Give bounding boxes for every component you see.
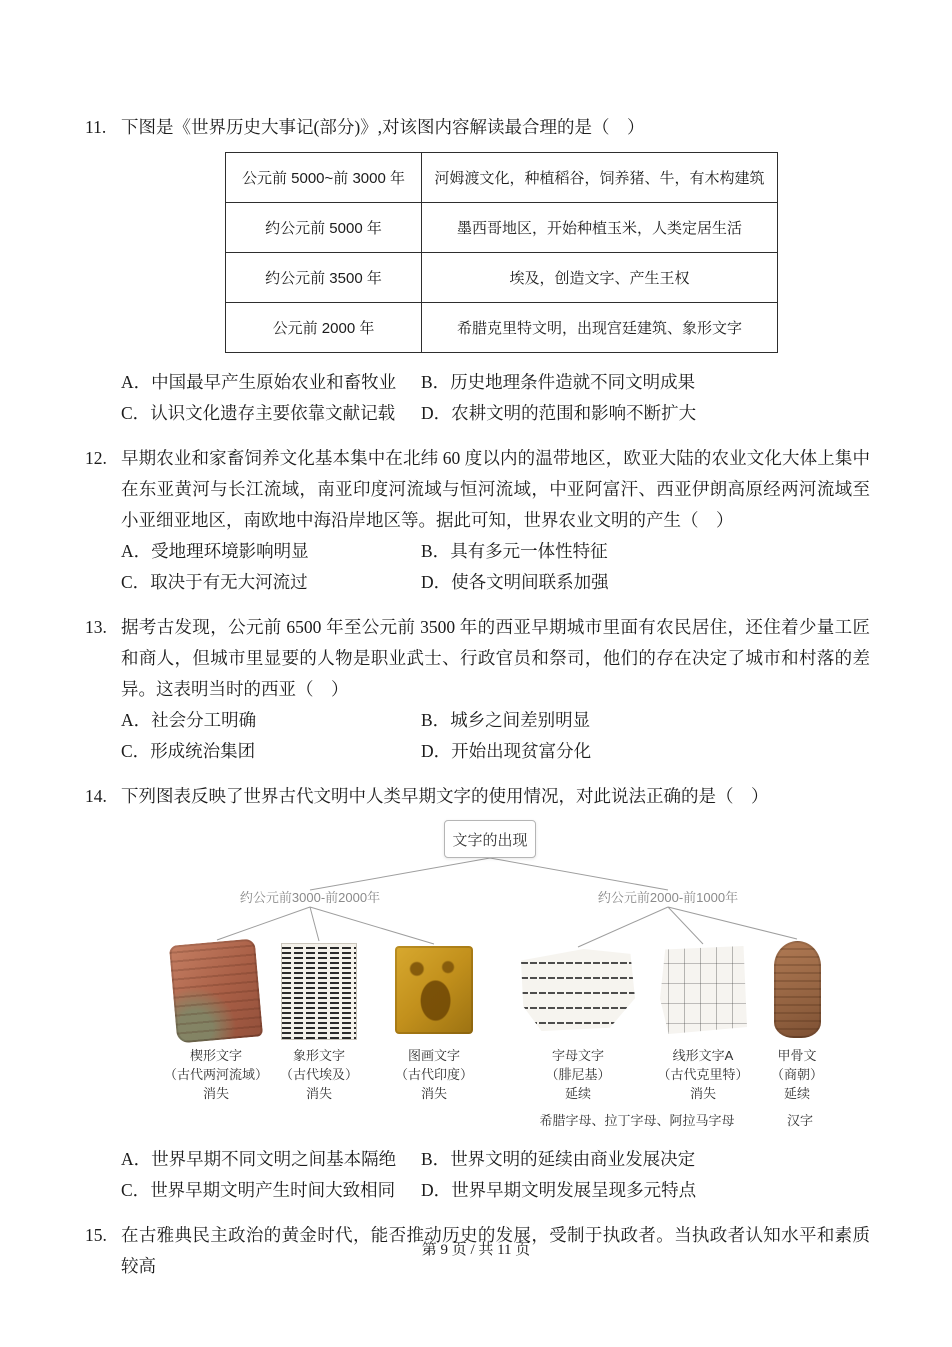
question-11-stem-row — [85, 112, 870, 143]
time-cell: 公元前 2000 年 — [226, 303, 422, 353]
alphabet-descendants-note: 希腊字母、拉丁字母、阿拉马字母 — [539, 1113, 735, 1128]
option-label: A． — [121, 541, 152, 561]
script-name: 楔形文字 — [189, 1048, 242, 1063]
option-label: D． — [421, 1180, 452, 1200]
question-14-number: 14. — [85, 786, 107, 806]
question-12-options — [121, 536, 870, 598]
question-13-stem: 据考古发现，公元前 6500 年至公元前 3500 年的西亚早期城市里面有农民居住，还住着少量工匠和商人，但城市里显要的人物是职业武士、行政官员和祭司，他们的存在决定了城市和村落的差异。这表明当时的西亚（ ） — [121, 617, 870, 699]
script-name: 线形文字A — [672, 1048, 734, 1063]
option-text: 认识文化遗存主要依靠文献记载 — [150, 403, 396, 423]
oracle-bone-image — [774, 941, 821, 1038]
option-14-C — [121, 1175, 421, 1206]
question-13-number: 13. — [85, 617, 107, 637]
option-label: D． — [421, 741, 452, 761]
question-11-options — [121, 367, 870, 429]
option-text: 形成统治集团 — [150, 741, 256, 761]
options-row — [121, 567, 870, 598]
options-row — [121, 705, 870, 736]
option-11-C — [121, 398, 421, 429]
time-cell: 约公元前 3500 年 — [226, 253, 422, 303]
script-name: 字母文字 — [551, 1048, 604, 1063]
option-label: C． — [121, 572, 151, 592]
option-14-B — [421, 1144, 695, 1175]
page-footer: 第 9 页 / 共 11 页 — [421, 1242, 531, 1258]
option-11-D — [421, 398, 696, 429]
table-row — [226, 253, 778, 303]
option-text: 城乡之间差别明显 — [450, 710, 591, 730]
option-label: B． — [421, 541, 451, 561]
question-14-diagram — [85, 816, 870, 1136]
option-label: D． — [421, 572, 452, 592]
question-14-options — [121, 1144, 870, 1206]
script-label-pictographs — [359, 1046, 509, 1103]
script-fate: 消失 — [305, 1086, 332, 1101]
option-text: 农耕文明的范围和影响不断扩大 — [451, 403, 697, 423]
time-cell: 公元前 5000~前 3000 年 — [226, 153, 422, 203]
question-12-stem-row — [85, 443, 870, 536]
script-origin: （古代克里特） — [657, 1067, 749, 1082]
option-text: 世界早期不同文明之间基本隔绝 — [151, 1149, 397, 1169]
option-text: 具有多元一体性特征 — [450, 541, 608, 561]
egyptian-hieroglyphs-image — [281, 943, 357, 1040]
event-cell: 墨西哥地区，开始种植玉米，人类定居生活 — [422, 203, 778, 253]
option-text: 受地理环境影响明显 — [151, 541, 309, 561]
option-13-A — [121, 705, 421, 736]
option-label: A． — [121, 1149, 152, 1169]
option-13-C — [121, 736, 421, 767]
option-text: 世界早期文明产生时间大致相同 — [150, 1180, 396, 1200]
option-12-A — [121, 536, 421, 567]
option-label: C． — [121, 403, 151, 423]
question-15-number: 15. — [85, 1225, 107, 1245]
option-label: C． — [121, 741, 151, 761]
script-label-oracle-bone — [722, 1046, 872, 1103]
script-name: 象形文字 — [292, 1048, 345, 1063]
question-14-stem-row — [85, 781, 870, 812]
question-11-events-table — [225, 152, 778, 353]
option-text: 中国最早产生原始农业和畜牧业 — [151, 372, 397, 392]
option-label: B． — [421, 1149, 451, 1169]
question-15-stem: 在古雅典民主政治的黄金时代，能否推动历史的发展，受制于执政者。当执政者认知水平和素质较高 — [121, 1225, 870, 1276]
question-12-stem: 早期农业和家畜饲养文化基本集中在北纬 60 度以内的温带地区，欧亚大陆的农业文化大体上集中在东亚黄河与长江流域，南亚印度河流域与恒河流域，中亚阿富汗、西亚伊朗高原经两河流域至小亚细亚地区，南欧地中海沿岸地区等。据此可知，世界农业文明的产生（ ） — [121, 448, 870, 530]
option-label: B． — [421, 372, 451, 392]
option-label: B． — [421, 710, 451, 730]
script-fate: 延续 — [564, 1086, 591, 1101]
event-cell: 埃及，创造文字、产生王权 — [422, 253, 778, 303]
options-row — [121, 367, 870, 398]
script-origin: （古代埃及） — [279, 1067, 358, 1082]
option-11-A — [121, 367, 421, 398]
options-row — [121, 736, 870, 767]
script-origin: （古代印度） — [394, 1067, 473, 1082]
indus-pictograph-seal-image — [395, 946, 473, 1034]
option-text: 世界早期文明发展呈现多元特点 — [451, 1180, 697, 1200]
option-13-B — [421, 705, 590, 736]
options-row — [121, 536, 870, 567]
question-11-number: 11. — [85, 117, 107, 137]
question-11 — [85, 112, 870, 429]
cuneiform-tablet-image — [169, 938, 263, 1043]
script-fate: 延续 — [783, 1086, 810, 1101]
table-row — [226, 153, 778, 203]
question-13-options — [121, 705, 870, 767]
option-label: A． — [121, 710, 152, 730]
diagram-period-right: 约公元前2000-前1000年 — [597, 890, 739, 905]
script-fate: 消失 — [420, 1086, 447, 1101]
script-name: 图画文字 — [407, 1048, 460, 1063]
option-text: 历史地理条件造就不同文明成果 — [450, 372, 696, 392]
event-cell: 河姆渡文化，种植稻谷，饲养猪、牛，有木构建筑 — [422, 153, 778, 203]
linear-a-tablet-image — [660, 946, 747, 1034]
diagram-root-node: 文字的出现 — [444, 820, 536, 858]
option-text: 使各文明间联系加强 — [451, 572, 609, 592]
script-fate: 消失 — [202, 1086, 229, 1101]
time-cell: 约公元前 5000 年 — [226, 203, 422, 253]
option-11-B — [421, 367, 695, 398]
event-cell: 希腊克里特文明，出现宫廷建筑、象形文字 — [422, 303, 778, 353]
options-row — [121, 398, 870, 429]
question-13-stem-row — [85, 612, 870, 705]
options-row — [121, 1175, 870, 1206]
question-13 — [85, 612, 870, 767]
script-name: 甲骨文 — [777, 1048, 817, 1063]
options-row — [121, 1144, 870, 1175]
option-12-D — [421, 567, 609, 598]
option-13-D — [421, 736, 591, 767]
script-origin: （古代两河流域） — [163, 1067, 268, 1082]
script-fate: 消失 — [689, 1086, 716, 1101]
question-11-stem: 下图是《世界历史大事记(部分)》,对该图内容解读最合理的是（ ） — [121, 117, 645, 137]
diagram-period-left: 约公元前3000-前2000年 — [239, 890, 381, 905]
option-label: A． — [121, 372, 152, 392]
script-origin: （商朝） — [770, 1067, 823, 1082]
option-text: 开始出现贫富分化 — [451, 741, 592, 761]
question-14-stem: 下列图表反映了世界古代文明中人类早期文字的使用情况，对此说法正确的是（ ） — [121, 786, 769, 806]
question-12 — [85, 443, 870, 598]
option-text: 世界文明的延续由商业发展决定 — [450, 1149, 696, 1169]
table-row — [226, 303, 778, 353]
option-label: C． — [121, 1180, 151, 1200]
table-row — [226, 203, 778, 253]
option-14-A — [121, 1144, 421, 1175]
script-origin: （腓尼基） — [545, 1067, 611, 1082]
option-12-C — [121, 567, 421, 598]
oracle-descendant-note: 汉字 — [786, 1113, 813, 1128]
option-14-D — [421, 1175, 696, 1206]
option-12-B — [421, 536, 608, 567]
question-14 — [85, 781, 870, 1206]
option-label: D． — [421, 403, 452, 423]
option-text: 取决于有无大河流过 — [150, 572, 308, 592]
option-text: 社会分工明确 — [151, 710, 257, 730]
question-12-number: 12. — [85, 448, 107, 468]
